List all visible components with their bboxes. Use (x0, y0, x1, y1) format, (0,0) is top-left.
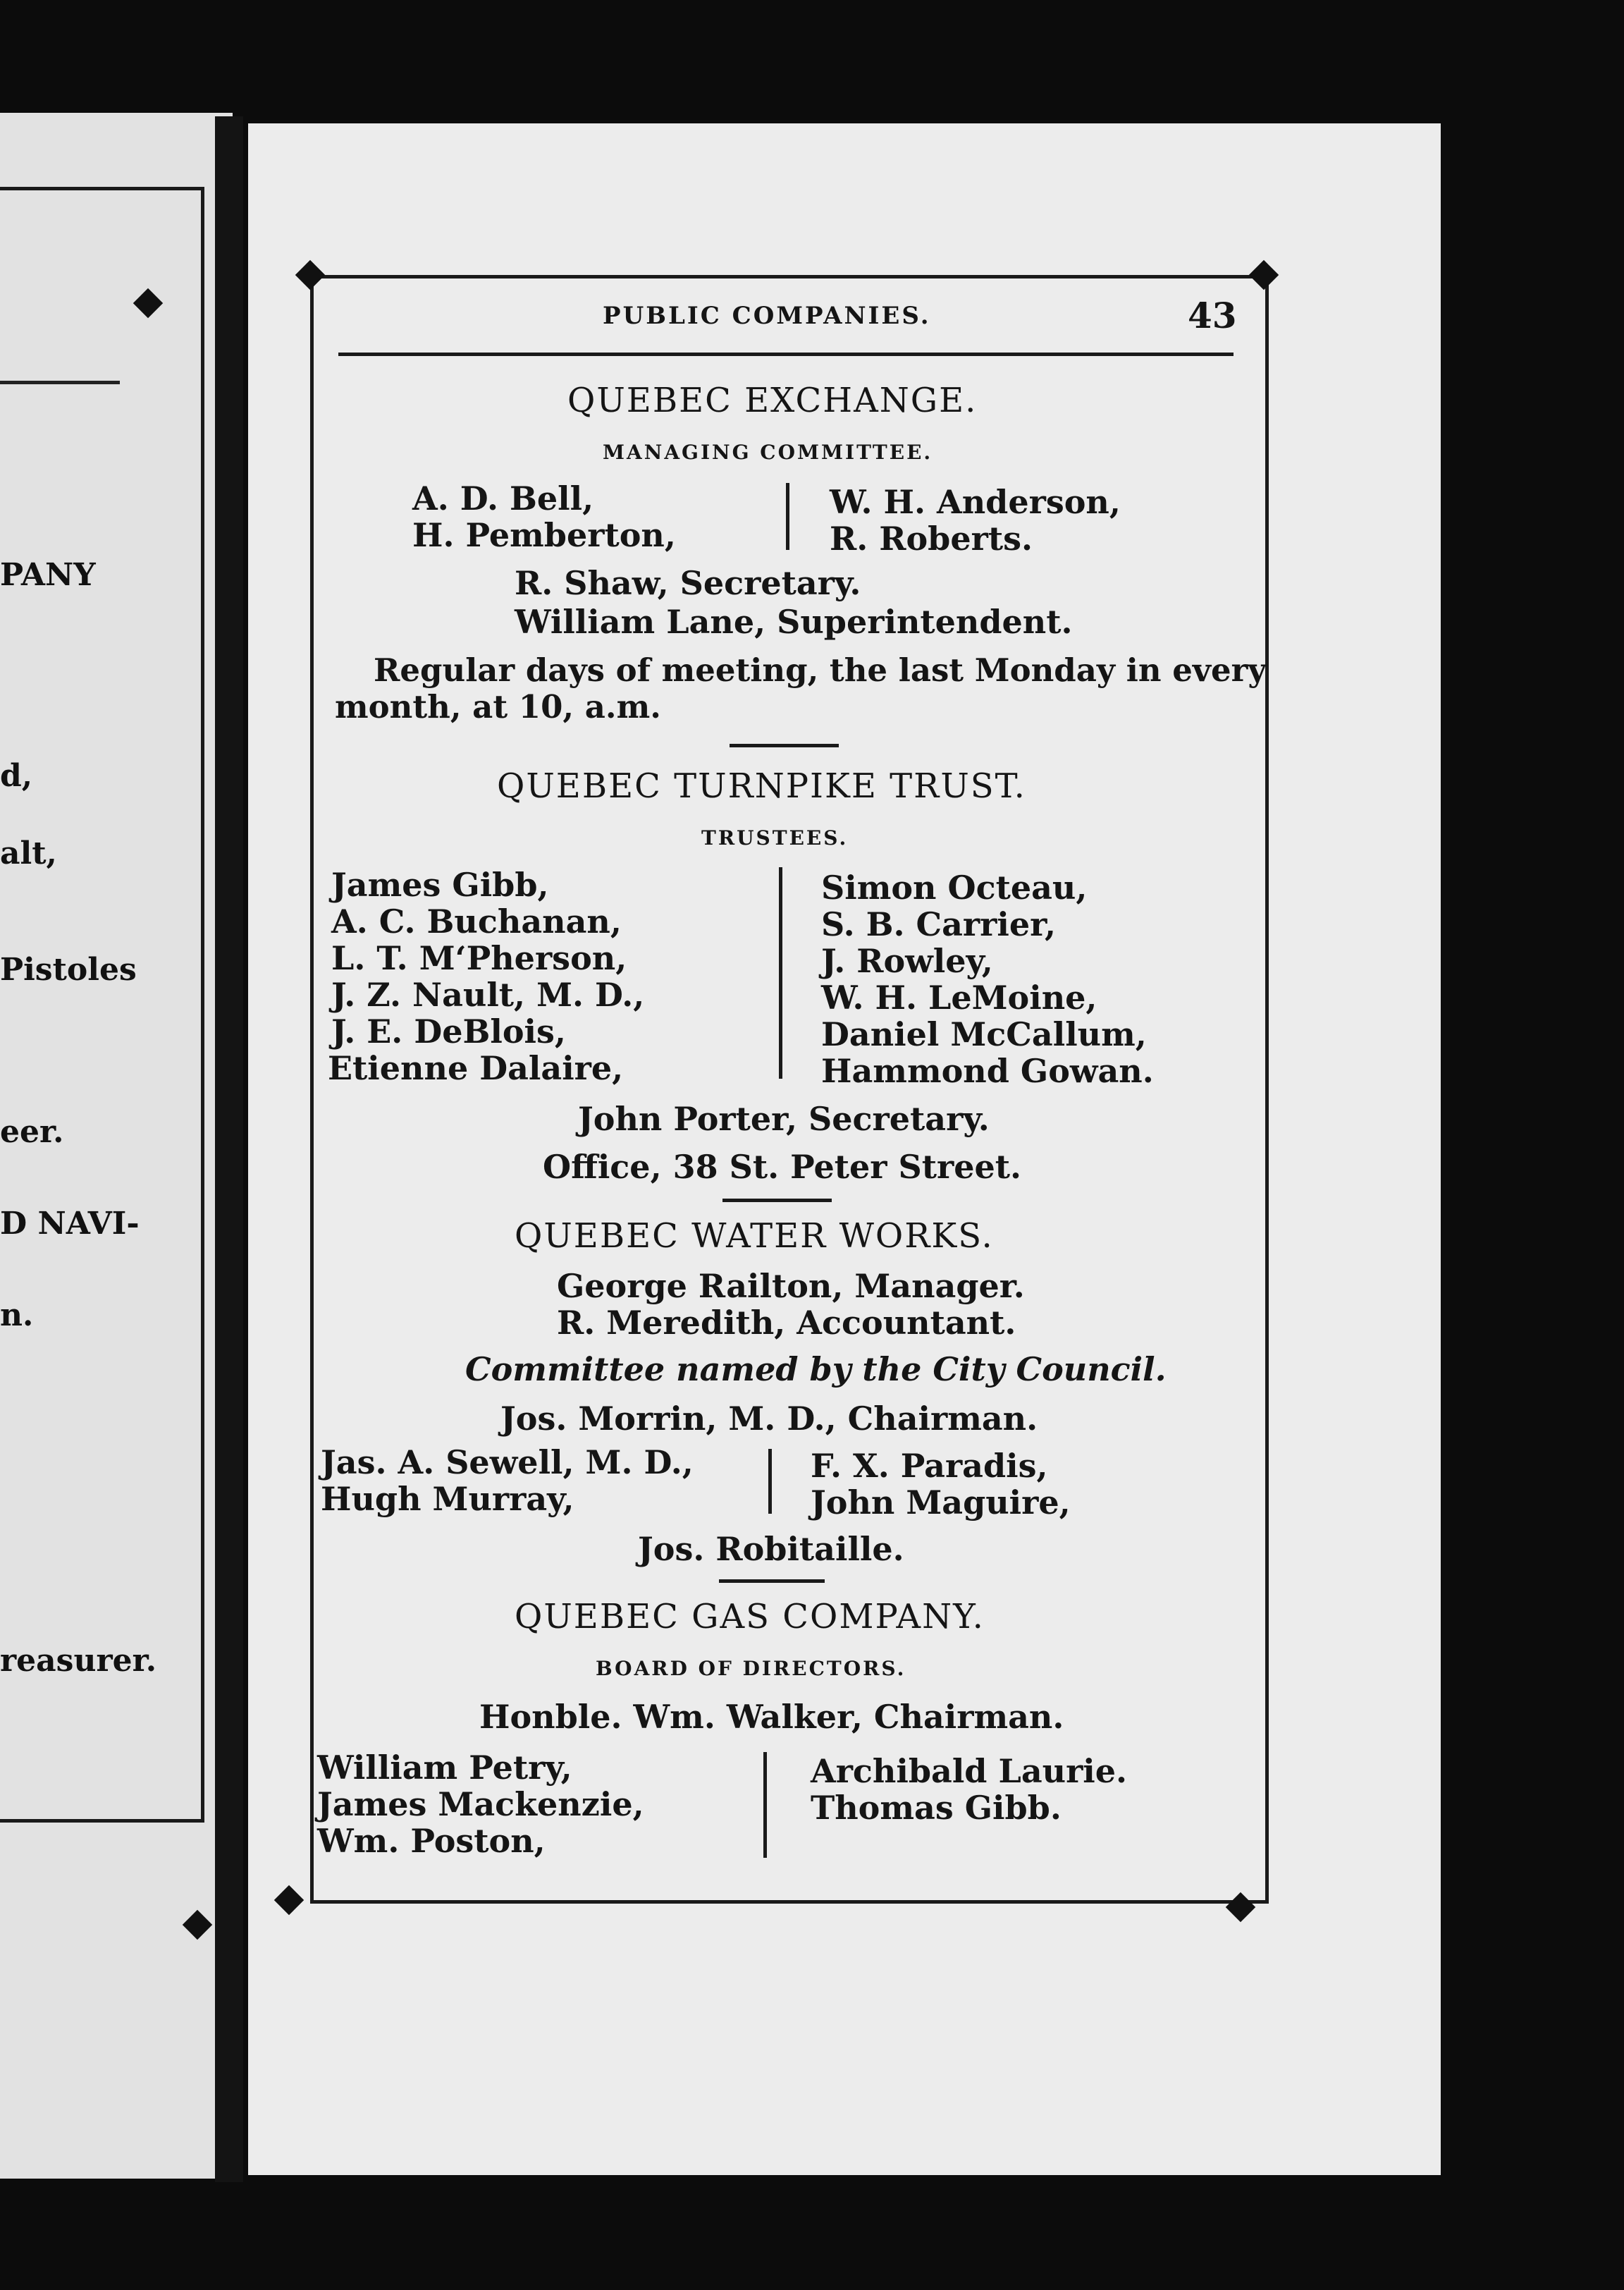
section-title: QUEBEC TURNPIKE TRUST. (497, 766, 1026, 806)
left-page-frame (0, 187, 204, 1823)
member-name: Jos. Robitaille. (638, 1530, 904, 1568)
member-name: Archibald Laurie. (811, 1752, 1128, 1790)
member-name: H. Pemberton, (412, 516, 676, 554)
book-gutter (215, 116, 243, 2182)
officer-line: John Porter, Secretary. (578, 1100, 990, 1138)
member-name: L. T. M‘Pherson, (331, 939, 627, 977)
section-separator (719, 1579, 825, 1583)
left-fragment: Pistoles (0, 952, 137, 988)
meeting-note: Regular days of meeting, the last Monday in every (374, 651, 1267, 689)
officer-line: R. Meredith, Accountant. (557, 1304, 1016, 1342)
member-name: J. Z. Nault, M. D., (331, 976, 645, 1014)
page-number: 43 (1188, 295, 1237, 336)
left-fragment: alt, (0, 835, 57, 871)
committee-note: Committee named by the City Council. (465, 1350, 1167, 1388)
member-name: James Gibb, (331, 866, 549, 904)
member-name: W. H. Anderson, (830, 483, 1121, 521)
section-title: QUEBEC EXCHANGE. (567, 381, 978, 420)
column-divider (779, 867, 782, 1079)
column-divider (768, 1449, 772, 1514)
officer-line: R. Shaw, Secretary. (515, 564, 861, 602)
section-subtitle: BOARD OF DIRECTORS. (596, 1657, 906, 1680)
left-fragment: reasurer. (0, 1643, 157, 1679)
member-name: R. Roberts. (830, 520, 1033, 558)
section-title: QUEBEC WATER WORKS. (515, 1216, 994, 1256)
left-fragment: D NAVI- (0, 1206, 140, 1242)
member-name: Simon Octeau, (821, 869, 1088, 907)
officer-line: William Lane, Superintendent. (515, 603, 1073, 641)
section-title: QUEBEC GAS COMPANY. (515, 1597, 985, 1636)
member-name: Etienne Dalaire, (328, 1049, 624, 1087)
member-name: Jas. A. Sewell, M. D., (321, 1443, 694, 1481)
officer-line: George Railton, Manager. (557, 1267, 1025, 1305)
member-name: J. E. DeBlois, (331, 1012, 566, 1051)
header-rule (338, 353, 1234, 356)
member-name: James Mackenzie, (317, 1785, 644, 1823)
member-name: John Maguire, (811, 1483, 1071, 1521)
left-fragment: eer. (0, 1114, 64, 1150)
running-header: PUBLIC COMPANIES. (603, 302, 931, 330)
office-address: Office, 38 St. Peter Street. (543, 1148, 1022, 1186)
member-name: A. C. Buchanan, (331, 902, 622, 941)
member-name: J. Rowley, (821, 942, 993, 980)
member-name: F. X. Paradis, (811, 1447, 1048, 1485)
member-name: S. B. Carrier, (821, 905, 1057, 943)
left-fragment: n. (0, 1297, 34, 1333)
column-divider (786, 483, 789, 550)
column-divider (763, 1752, 767, 1858)
member-name: A. D. Bell, (412, 479, 594, 518)
section-subtitle: MANAGING COMMITTEE. (603, 441, 933, 464)
member-name: Wm. Poston, (317, 1822, 546, 1860)
section-separator (730, 744, 839, 747)
member-name: Thomas Gibb. (811, 1789, 1062, 1827)
member-name: William Petry, (317, 1749, 572, 1787)
member-name: Hammond Gowan. (821, 1052, 1154, 1090)
chairman-line: Jos. Morrin, M. D., Chairman. (500, 1400, 1038, 1438)
section-subtitle: TRUSTEES. (701, 826, 849, 850)
section-separator (722, 1199, 832, 1202)
left-fragment: PANY (0, 557, 96, 593)
meeting-note: month, at 10, a.m. (335, 688, 661, 725)
member-name: Hugh Murray, (321, 1480, 574, 1518)
member-name: Daniel McCallum, (821, 1015, 1147, 1053)
left-page-rule (0, 381, 120, 384)
chairman-line: Honble. Wm. Walker, Chairman. (479, 1698, 1064, 1736)
member-name: W. H. LeMoine, (821, 979, 1097, 1017)
left-fragment: d, (0, 758, 33, 794)
